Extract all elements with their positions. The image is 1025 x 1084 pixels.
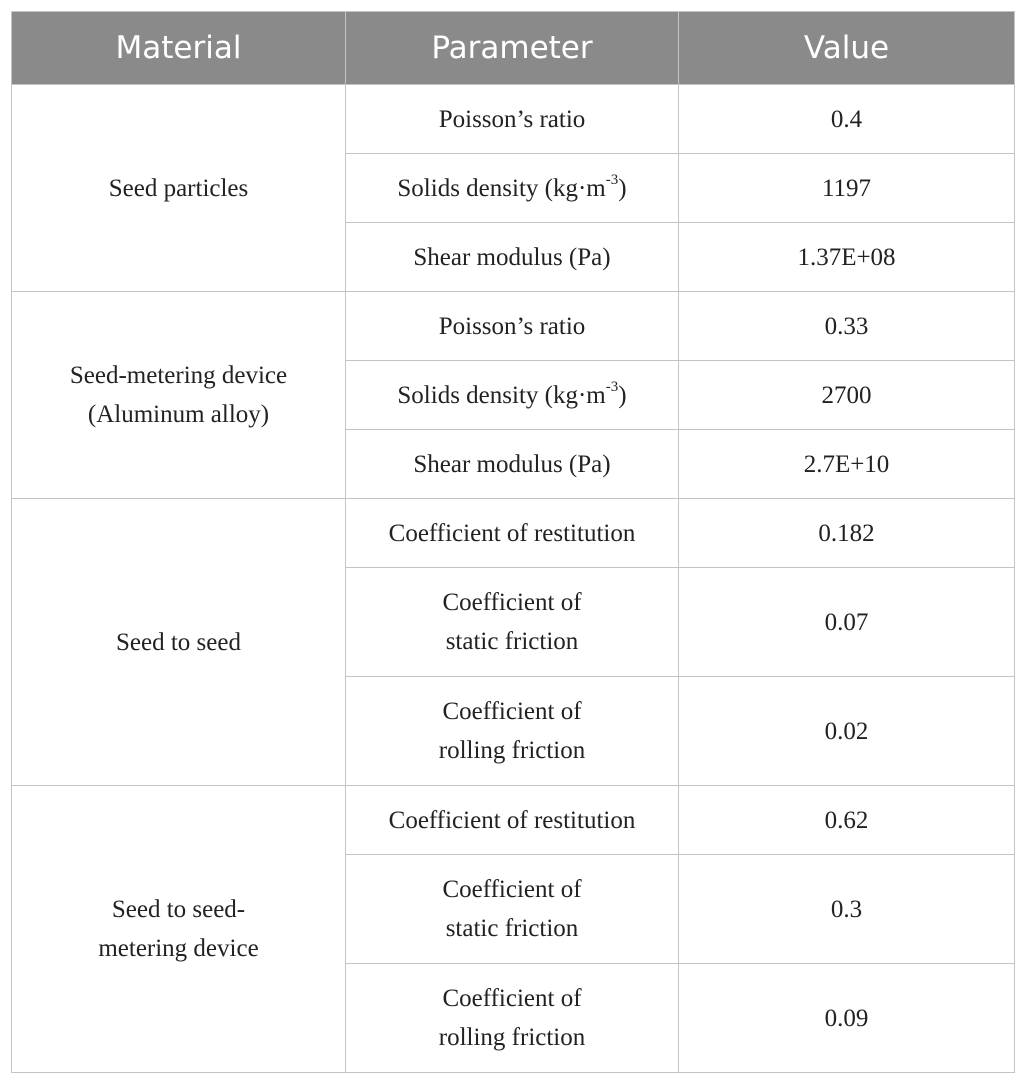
material-cell [12, 786, 346, 1073]
header-parameter: Parameter [346, 12, 679, 85]
table-row [12, 85, 1015, 154]
table-row [12, 786, 1015, 855]
material-label: Seed particles [108, 174, 249, 202]
table-row [12, 292, 1015, 361]
parameter-cell: Coefficient of rolling friction [346, 677, 679, 786]
parameter-cell: Coefficient of rolling friction [346, 964, 679, 1073]
parameter-cell: Solids density $(kg\cdot m^{-3})$ [346, 154, 679, 223]
header-row [12, 12, 1015, 85]
material-label: Seed-metering device (Aluminum alloy) [69, 362, 288, 428]
parameter-cell: Shear modulus (Pa) [346, 430, 679, 499]
parameter-cell: Shear modulus (Pa) [346, 223, 679, 292]
parameter-cell: Poisson’s ratio [346, 85, 679, 154]
value-cell: 0.02 [679, 677, 1015, 786]
value-cell: 0.3 [679, 855, 1015, 964]
value-cell: 1.37E+08 [679, 223, 1015, 292]
value-cell: 2700 [679, 361, 1015, 430]
material-cell [12, 292, 346, 499]
material-cell [12, 85, 346, 292]
value-cell: 0.09 [679, 964, 1015, 1073]
parameter-cell: Solids density $(kg\cdot m^{-3})$ [346, 361, 679, 430]
material-label: Seed to seed [116, 628, 241, 656]
header-value: Value [679, 12, 1015, 85]
parameter-cell: Coefficient of static friction [346, 568, 679, 677]
parameter-cell: Coefficient of restitution [346, 499, 679, 568]
value-cell: 0.33 [679, 292, 1015, 361]
parameter-cell: Poisson’s ratio [346, 292, 679, 361]
value-cell: 2.7E+10 [679, 430, 1015, 499]
material-label: Seed to seed- metering device [98, 896, 259, 962]
table-row [12, 499, 1015, 568]
value-cell: 0.07 [679, 568, 1015, 677]
parameter-table [11, 11, 1015, 1073]
value-cell: 1197 [679, 154, 1015, 223]
value-cell: 0.182 [679, 499, 1015, 568]
material-cell [12, 499, 346, 786]
parameter-cell: Coefficient of static friction [346, 855, 679, 964]
parameter-cell: Coefficient of restitution [346, 786, 679, 855]
value-cell: 0.62 [679, 786, 1015, 855]
header-material: Material [12, 12, 346, 85]
value-cell: 0.4 [679, 85, 1015, 154]
